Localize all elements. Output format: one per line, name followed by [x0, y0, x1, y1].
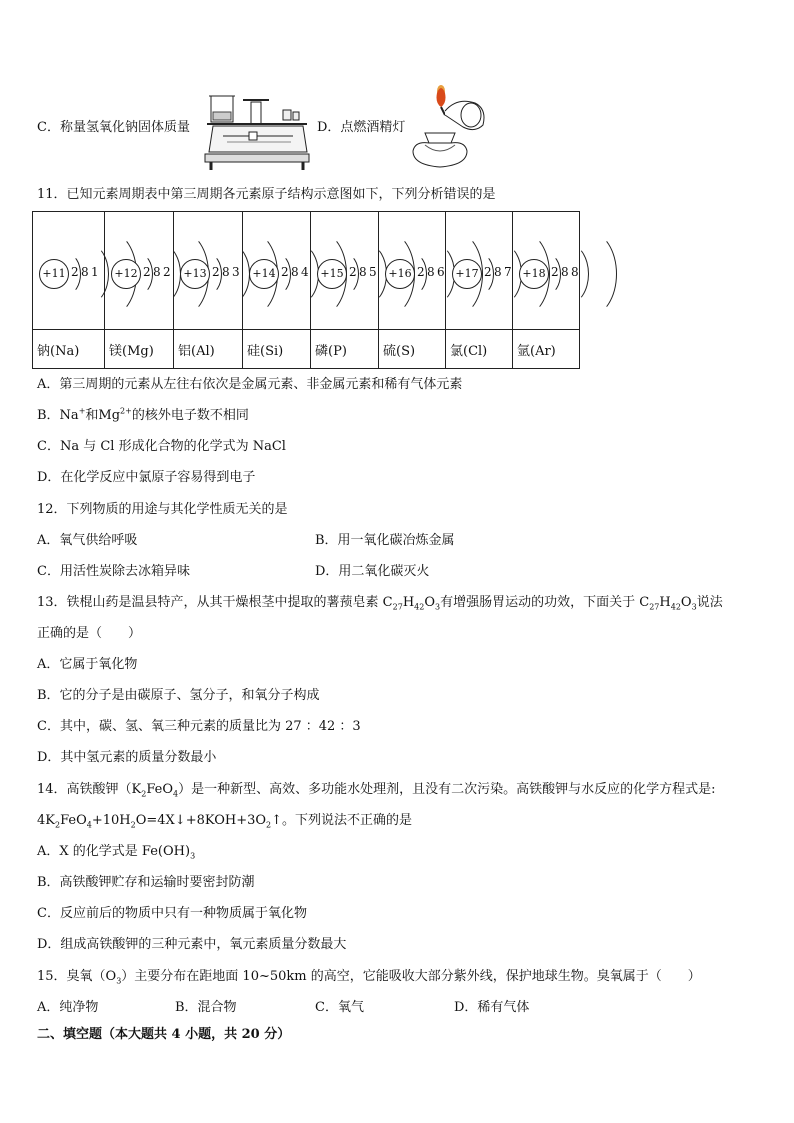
q13-option-d: D．其中氢元素的质量分数最小 — [37, 750, 217, 765]
shell-electron-count: 3 — [232, 265, 240, 279]
shell-electron-count: 2 — [212, 265, 220, 279]
shell-electron-count: 2 — [281, 265, 289, 279]
q11-option-c: C．Na 与 Cl 形成化合物的化学式为 NaCl — [37, 439, 286, 454]
shell-electron-count: 8 — [222, 265, 230, 279]
q14-option-a: A．X 的化学式是 $Fe(OH)_3$ — [37, 844, 196, 861]
shell-electron-count: 8 — [359, 265, 367, 279]
section-heading: 二、填空题（本大题共 4 小题，共 20 分） — [37, 1027, 291, 1042]
q12-option-d: D．用二氧化碳灭火 — [315, 564, 430, 579]
nucleus-label: +13 — [180, 259, 210, 289]
shell-electron-count: 8 — [81, 265, 89, 279]
q13-stem-line2: 正确的是（ ） — [37, 626, 142, 641]
nucleus-label: +17 — [452, 259, 482, 289]
q11-stem: 11．已知元素周期表中第三周期各元素原子结构示意图如下，下列分析错误的是 — [37, 187, 496, 202]
q11-option-b: B．Na+和$Mg^{2+}$的核外电子数不相同 — [37, 406, 249, 423]
element-name: 硫(S) — [379, 330, 446, 369]
atom-diagram — [379, 212, 445, 329]
q15-option-c: C．氧气 — [315, 1000, 364, 1015]
nucleus-label: +15 — [317, 259, 347, 289]
q12-option-c: C．用活性炭除去冰箱异味 — [37, 564, 190, 579]
element-name: 氯(Cl) — [446, 330, 513, 369]
element-name: 磷(P) — [311, 330, 379, 369]
shell-electron-count: 1 — [91, 265, 99, 279]
atom-diagram — [174, 212, 242, 329]
atom-diagram-cell — [174, 212, 243, 330]
atom-diagram — [33, 212, 104, 329]
shell-electron-count: 2 — [551, 265, 559, 279]
q12-stem: 12．下列物质的用途与其化学性质无关的是 — [37, 502, 288, 517]
element-name: 硅(Si) — [243, 330, 311, 369]
shell-electron-count: 6 — [437, 265, 445, 279]
alcohol-lamp-illustration — [405, 85, 495, 170]
nucleus-label: +16 — [385, 259, 415, 289]
electron-shell-arc — [561, 231, 617, 317]
atom-diagram — [105, 212, 173, 329]
q14-option-b: B．高铁酸钾贮存和运输时要密封防潮 — [37, 875, 255, 890]
q15-option-a: A．纯净物 — [37, 1000, 99, 1015]
element-name: 铝(Al) — [174, 330, 243, 369]
atom-diagram — [243, 212, 310, 329]
atom-diagram-cell — [513, 212, 580, 330]
shell-electron-count: 2 — [163, 265, 171, 279]
q15-option-d: D．稀有气体 — [454, 1000, 530, 1015]
q10-option-c: C．称量氢氧化钠固体质量 — [37, 120, 190, 135]
atom-diagram-cell — [446, 212, 513, 330]
q15-option-b: B．混合物 — [175, 1000, 237, 1015]
q11-option-a: A．第三周期的元素从左往右依次是金属元素、非金属元素和稀有气体元素 — [37, 377, 463, 392]
q14-stem: 14．高铁酸钾$(K_2FeO_4)$是一种新型、高效、多功能水处理剂，且没有二次污染。高铁酸钾与水反应的化学方程式是: — [37, 782, 716, 799]
atom-diagram-cell — [243, 212, 311, 330]
shell-electron-count: 7 — [504, 265, 512, 279]
nucleus-label: +11 — [39, 259, 69, 289]
atom-diagram-cell — [33, 212, 105, 330]
atomic-structure-table — [32, 211, 580, 369]
shell-electron-count: 8 — [427, 265, 435, 279]
q13-option-b: B．它的分子是由碳原子、氢分子，和氧分子构成 — [37, 688, 320, 703]
nucleus-label: +14 — [249, 259, 279, 289]
shell-electron-count: 2 — [484, 265, 492, 279]
q12-option-a: A．氧气供给呼吸 — [37, 533, 138, 548]
shell-electron-count: 8 — [153, 265, 161, 279]
balance-scale-illustration — [203, 92, 311, 172]
atom-diagram-cell — [311, 212, 379, 330]
shell-electron-count: 2 — [143, 265, 151, 279]
shell-electron-count: 5 — [369, 265, 377, 279]
q12-option-b: B．用一氧化碳冶炼金属 — [315, 533, 455, 548]
q14-option-c: C．反应前后的物质中只有一种物质属于氧化物 — [37, 906, 307, 921]
nucleus-label: +18 — [519, 259, 549, 289]
shell-electron-count: 8 — [291, 265, 299, 279]
q13-option-c: C．其中，碳、氢、氧三种元素的质量比为 27 ：42 ：3 — [37, 719, 361, 734]
q10-option-d: D．点燃酒精灯 — [317, 120, 406, 135]
shell-electron-count: 2 — [349, 265, 357, 279]
element-name: 钠(Na) — [33, 330, 105, 369]
shell-electron-count: 8 — [494, 265, 502, 279]
atom-diagram — [446, 212, 512, 329]
shell-electron-count: 2 — [417, 265, 425, 279]
shell-electron-count: 8 — [561, 265, 569, 279]
q13-option-a: A．它属于氧化物 — [37, 657, 138, 672]
element-name: 镁(Mg) — [105, 330, 174, 369]
shell-electron-count: 2 — [71, 265, 79, 279]
element-name: 氩(Ar) — [513, 330, 580, 369]
shell-electron-count: 8 — [571, 265, 579, 279]
atom-diagram — [311, 212, 378, 329]
q11-option-d: D．在化学反应中氯原子容易得到电子 — [37, 470, 256, 485]
q15-stem: 15．臭氧$(O_3)$主要分布在距地面 10~50km 的高空，它能吸收大部分紫外线，保护地球生物。臭氧属于（ ） — [37, 969, 701, 986]
shell-electron-count: 4 — [301, 265, 309, 279]
atom-diagram-cell — [105, 212, 174, 330]
q14-option-d: D．组成高铁酸钾的三种元素中，氧元素质量分数最大 — [37, 937, 347, 952]
atom-diagram — [513, 212, 579, 329]
q13-stem: 13．铁棍山药是温县特产，从其干燥根茎中提取的薯蓣皂素 $C_{27}H_{42}O_3$有增强肠胃运动的功效，下面关于 $C_{27}H_{42}O_3$说法 — [37, 595, 723, 612]
atom-diagram-cell — [379, 212, 446, 330]
nucleus-label: +12 — [111, 259, 141, 289]
q14-equation: $4K_2FeO_4+10H_2O=4X↓+8KOH+3O_2↑$。下列说法不正确的是 — [37, 813, 413, 830]
